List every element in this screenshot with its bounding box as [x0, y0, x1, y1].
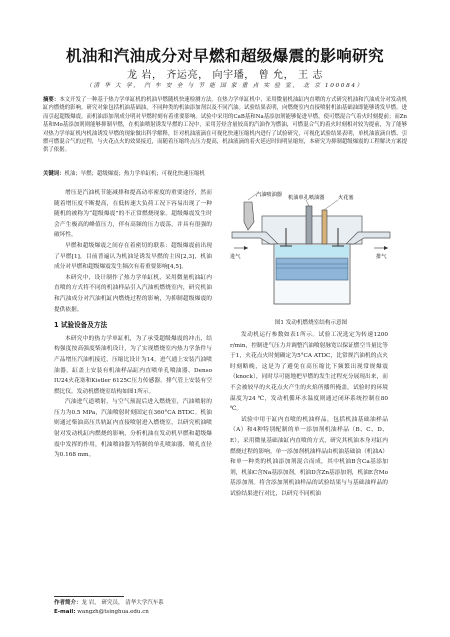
- paragraph: 本研究中的热力学单缸机，为了承受超级爆震的冲击，结构强度按高强度柴油机设计，为了实现燃烧室内热力学条件与产品增压汽油机接近，压缩比设计为14，进气通上安装汽油喷油器，缸盖上安装有机油样品缸内直喷单孔喷油器、Denso IU24火花塞和Kistler 6125C压力传感器。排气管上安装有空燃比仪。发动机燃烧室结构如图1所示。: [54, 335, 212, 395]
- paragraph: 汽油进气道喷射，与空气预混后进入燃烧室，汽油喷射的压力为0.5 MPa，汽油喷射时刻固定在360°CA BTDC。机油则通过柴油高压共轨缸内直接喷射进入燃烧室，以研究机油喷射对发动机缸内燃烧的影响，分析机油在发动机早燃和超级爆震中发挥的作用，机油喷油器为特制的单孔喷油器，喷孔直径为0.168 mm。: [54, 399, 212, 459]
- footnote-divider: [54, 596, 124, 597]
- oil-injector-icon: [306, 206, 312, 244]
- label-spark-plug: 火花塞: [338, 195, 354, 201]
- label-exhaust: 排气: [376, 254, 387, 260]
- author-bio-label: 作者简介：: [54, 600, 82, 606]
- author-list: 龙 岩， 齐运亮， 向宇璠， 曾 允， 王 志: [126, 70, 324, 81]
- figure-caption: 图1 发动机燃烧室结构示意图: [274, 320, 348, 326]
- right-column: [230, 330, 388, 500]
- keywords-label: 关键词：: [43, 171, 65, 177]
- engine-diagram-figure: [226, 188, 396, 313]
- gasoline-injector-icon: [244, 202, 254, 230]
- exhaust-arrow-icon: [384, 246, 388, 250]
- paragraph: 发动机运行参数如表1所示。试验工况选定为转速1200 r/min，控制进气压力并调整汽油喷射脉宽以保证燃空当量比等于1，火花点火时刻确定为5°CA ATDC，比常规汽油机的点火时刻略晚，这是为了避免在高压缩比下频繁出现常规爆震（knock），同时尽可能地把早燃的发生过程充分展现出来，而不会被较早的火花点火产生的火焰所播所掩盖。试验时的环境温度为24 ℃，发动机循环水温度则通过闭环系统控制在80 ℃。: [230, 332, 388, 413]
- label-oil-injector: 机油单孔喷油器: [288, 195, 325, 201]
- paragraph: 本研究中，设计制作了热力学单缸机，采用微量机油缸内直喷的方式将不同的机油样品引入汽油机燃烧室内，研究机油和汽油成分对汽油机缸内燃烧过程的影响，为抑制超级爆震的提供依据。: [54, 274, 212, 313]
- label-gasoline-injector: 汽油喷油器: [256, 192, 282, 198]
- abstract: [43, 96, 407, 155]
- paragraph: 试验中用于缸内直喷的机油样品，包括机油基础油样品（A）和4种特别配制的单一添加剂机油样品（B、C、D、E），采用微量基础油缸内直喷的方式，研究其机油本身对缸内燃烧过程的影响。单一添加剂机油样品由机油基础油（机油A）和单一种类的机油添加剂混合而成，其中机油B含Ca基添加剂，机油C含Na基添加剂，机油D含Zn基添加剂，机油E含Mo基添加剂。将含添加剂机油样品的试验结果与与基础油样品的试验结果进行对比，以研究不同机油: [230, 416, 388, 497]
- keywords: [43, 170, 407, 178]
- email-address: wangzh@tsinghua.edu.cn: [77, 608, 149, 615]
- left-column: [54, 188, 212, 461]
- label-intake: 进气: [230, 254, 241, 260]
- email-label: E-mail:: [54, 608, 76, 615]
- intake-arrow-icon: [244, 246, 248, 250]
- paragraph: 早燃和超级爆震之间存在着密切的联系：超级爆震前出现了早燃[1]，目前普遍认为机油是诱发早燃的主因[2,3]，机油成分对早燃和超级爆震发生频次有着重要影响[4,5]。: [54, 242, 212, 271]
- paragraph: 增压是汽油机节能减排和提高动率密度的重要途径，然而随着增压度不断提高，在低转速大负荷工况下容易出现了一种随机的被称为“超级爆震”的不正常燃烧现象。超级爆震发生时会产生极高的峰值压力，伴有高频的压力震荡，并具有很强的破坏性。: [54, 190, 212, 239]
- combustion-chamber: [275, 245, 349, 257]
- author-bio-text: 龙 岩， 研究员， 清华大学汽车系: [81, 600, 164, 606]
- affiliation: （清 华 大 学， 汽 车 安 全 与 节 能 国 家 重 点 实 验 室， 北 京 100084）: [85, 83, 365, 89]
- spark-plug-icon: [322, 210, 327, 244]
- piston: [276, 258, 348, 280]
- section-heading: 1 试验设备及方法: [54, 321, 108, 330]
- keywords-text: 机油；早燃；超级爆震；热力学单缸机；可视化快速压缩机: [64, 171, 205, 177]
- engine-diagram: [226, 188, 396, 313]
- paper-title: 机油和汽油成分对早燃和超级爆震的影响研究: [65, 47, 384, 65]
- abstract-label: 摘要：: [43, 97, 60, 103]
- footnote: [54, 599, 384, 616]
- abstract-text: 本文开发了一种基于热力学单缸机的机油早燃随机快速检测方法。在热力学单缸机中，采用微量机油缸内直喷的方式研究机油和汽油成分对发动机缸内燃烧的影响。研究对象包括机油基础油，不同种类的机油添加剂以及不同汽油。试验结果表明，向燃烧室内直接喷射机油基础油即能够诱发早燃。进而引起超级爆震，而机油添加剂成分明对早燃时刻有着重要影响。试验中采用的CaB基和Na基添加剂能够促进早燃，使可燃混合气着火时刻提前；而Zn基和Mo基添加剂则能够抑制早燃，在机油喷射诱发早燃的工况中，采用芳烃含量较高的汽油作为燃油，可燃混合气的着火时刻相对较为提前，为了能够对热力学单缸机内机油诱发早燃的现象做出科学解释，针对机油液滴在可视化快速压缩机内进行了试验研究，可视化试验结果表明，单机油液滴自燃、引燃可燃混合气的过程，与火花点火的效果接近，而随着压缩终点压力提高，机油液滴的着火延迟时间明显缩短，本研究为抑制超级爆震的工程解决方案提供了依据。: [43, 97, 407, 154]
